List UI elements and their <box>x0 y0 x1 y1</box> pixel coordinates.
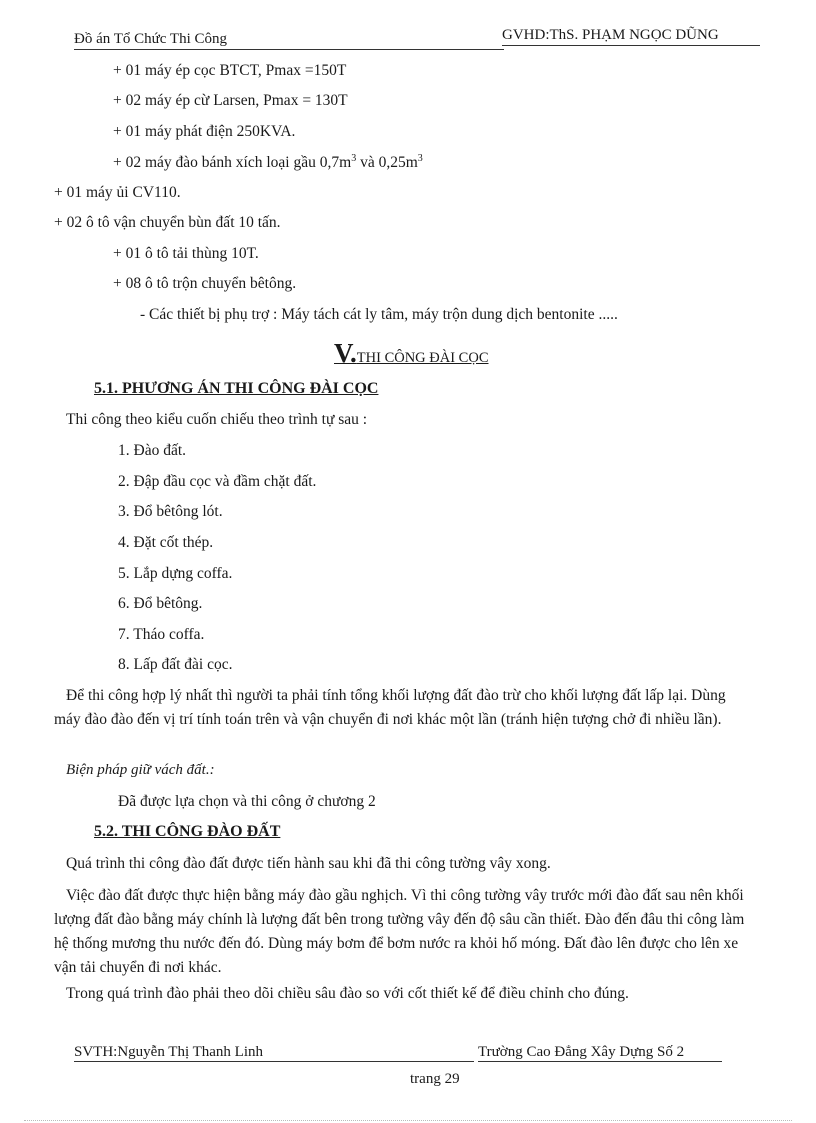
step-item: 3. Đổ bêtông lót. <box>118 503 223 520</box>
paragraph: Trong quá trình đào phải theo dõi chiều sâu đào so với cốt thiết kế để điều chỉnh cho đúng. <box>66 985 629 1002</box>
section-intro: Thi công theo kiểu cuốn chiếu theo trình tự sau : <box>66 411 368 428</box>
paragraph: Việc đào đất được thực hiện bằng máy đào gầu nghịch. Vì thi công tường vây trước mới đào đất sau nên khối lượng đất đào bằng máy chính là lượng đất bên trong tường vây đến độ sâu cần thiết. Đào đến đâu thi công làm hệ thống mương thu nước đến đó. Dùng máy bơm để bơm nước ra khỏi hố móng. Đất đào lên được cho lên xe vận tải chuyển đi nơi khác. <box>54 887 745 976</box>
superscript: 3 <box>417 153 423 164</box>
equipment-item: + 08 ô tô trộn chuyển bêtông. <box>113 275 297 292</box>
step-item: 5. Lắp dựng coffa. <box>118 565 233 582</box>
equipment-item-excavator <box>113 153 423 172</box>
step-item: 7. Tháo coffa. <box>118 626 205 643</box>
equipment-item: + 01 ô tô tải thùng 10T. <box>113 245 259 262</box>
paragraph: Quá trình thi công đào đất được tiến hành sau khi đã thi công tường vây xong. <box>66 855 551 872</box>
page-divider <box>24 1120 792 1121</box>
excavator-text: + 02 máy đào bánh xích loại gầu 0,7m <box>113 154 352 172</box>
page-number: trang 29 <box>410 1071 460 1087</box>
chapter-heading <box>334 338 489 369</box>
equipment-item: + 01 máy ủi CV110. <box>54 184 181 201</box>
paragraph: Để thi công hợp lý nhất thì người ta phải tính tổng khối lượng đất đào trừ cho khối lượng đất lấp lại. Dùng máy đào đào đến vị trí tính toán trên và vận chuyển đi nơi khác một lần (tránh hiện tượng chở đi nhiều lần). <box>54 687 726 728</box>
chapter-title: THI CÔNG ĐÀI CỌC <box>356 350 489 366</box>
equipment-item: + 02 máy ép cừ Larsen, Pmax = 130T <box>113 92 348 109</box>
equipment-item: + 01 máy phát điện 250KVA. <box>113 123 296 140</box>
equipment-item: + 01 máy ép cọc BTCT, Pmax =150T <box>113 62 347 79</box>
section-heading: 5.2. THI CÔNG ĐÀO ĐẤT <box>94 823 281 840</box>
equipment-item: + 02 ô tô vận chuyển bùn đất 10 tấn. <box>54 214 281 231</box>
footer-student: SVTH:Nguyễn Thị Thanh Linh <box>74 1044 474 1062</box>
step-item: 6. Đổ bêtông. <box>118 595 203 612</box>
measure-label: Biện pháp giữ vách đất.: <box>66 762 215 778</box>
header-supervisor: GVHD:ThS. PHẠM NGỌC DŨNG <box>502 27 760 46</box>
aux-equipment: - Các thiết bị phụ trợ : Máy tách cát ly tâm, máy trộn dung dịch bentonite ..... <box>140 306 618 323</box>
step-item: 4. Đặt cốt thép. <box>118 534 214 551</box>
measure-text: Đã được lựa chọn và thi công ở chương 2 <box>118 793 376 810</box>
footer-school: Trường Cao Đẳng Xây Dựng Số 2 <box>478 1044 722 1062</box>
chapter-number: V. <box>334 338 357 368</box>
step-item: 8. Lấp đất đài cọc. <box>118 656 233 673</box>
superscript: 3 <box>351 153 357 164</box>
header-doc-title: Đồ án Tổ Chức Thi Công <box>74 31 504 50</box>
step-item: 2. Đập đầu cọc và đầm chặt đất. <box>118 473 317 490</box>
section-heading: 5.1. PHƯƠNG ÁN THI CÔNG ĐÀI CỌC <box>94 380 379 397</box>
step-item: 1. Đào đất. <box>118 442 187 459</box>
excavator-mid: và 0,25m <box>356 154 418 172</box>
